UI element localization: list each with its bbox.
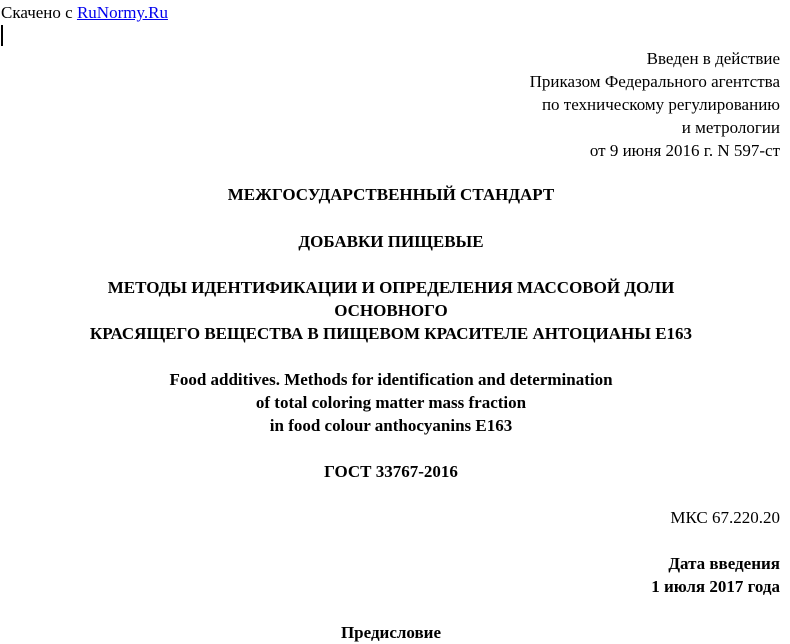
category: ДОБАВКИ ПИЩЕВЫЕ xyxy=(298,232,484,251)
mks-code: МКС 67.220.20 xyxy=(670,508,780,527)
title-en-line: Food additives. Methods for identification and determination xyxy=(169,370,613,389)
title-en xyxy=(0,368,782,437)
runormy-link[interactable]: RuNormy.Ru xyxy=(76,3,168,22)
title-ru-line: МЕТОДЫ ИДЕНТИФИКАЦИИ И ОПРЕДЕЛЕНИЯ МАССОВОЙ ДОЛИ xyxy=(107,278,675,297)
standard-type-heading xyxy=(0,183,782,206)
source-prefix: Скачено с xyxy=(1,3,77,22)
title-ru-line: КРАСЯЩЕГО ВЕЩЕСТВА В ПИЩЕВОМ КРАСИТЕЛЕ АНТОЦИАНЫ Е163 xyxy=(89,324,693,343)
enactment-line: Приказом Федерального агентства xyxy=(529,72,780,91)
enactment-line: и метрологии xyxy=(681,118,780,137)
enactment-line: по техническому регулированию xyxy=(541,95,780,114)
source-line xyxy=(1,1,168,24)
title-en-line: in food colour anthocyanins E163 xyxy=(269,416,513,435)
section-heading: Предисловие xyxy=(340,623,442,642)
gost-number-heading xyxy=(0,460,782,483)
category-heading xyxy=(0,230,782,253)
title-ru xyxy=(0,276,782,345)
enactment-line: Введен в действие xyxy=(646,49,780,68)
introduction-date-label: Дата введения xyxy=(668,554,780,573)
title-en-line: of total coloring matter mass fraction xyxy=(255,393,527,412)
introduction-date-value: 1 июля 2017 года xyxy=(651,577,780,596)
title-ru-line: ОСНОВНОГО xyxy=(334,301,448,320)
standard-type: МЕЖГОСУДАРСТВЕННЫЙ СТАНДАРТ xyxy=(227,185,555,204)
gost-number: ГОСТ 33767-2016 xyxy=(324,462,458,481)
enactment-block xyxy=(530,47,780,162)
classification-block xyxy=(670,506,780,529)
text-cursor xyxy=(1,25,3,46)
introduction-date-block xyxy=(651,552,780,598)
enactment-line: от 9 июня 2016 г. N 597-ст xyxy=(589,141,780,160)
